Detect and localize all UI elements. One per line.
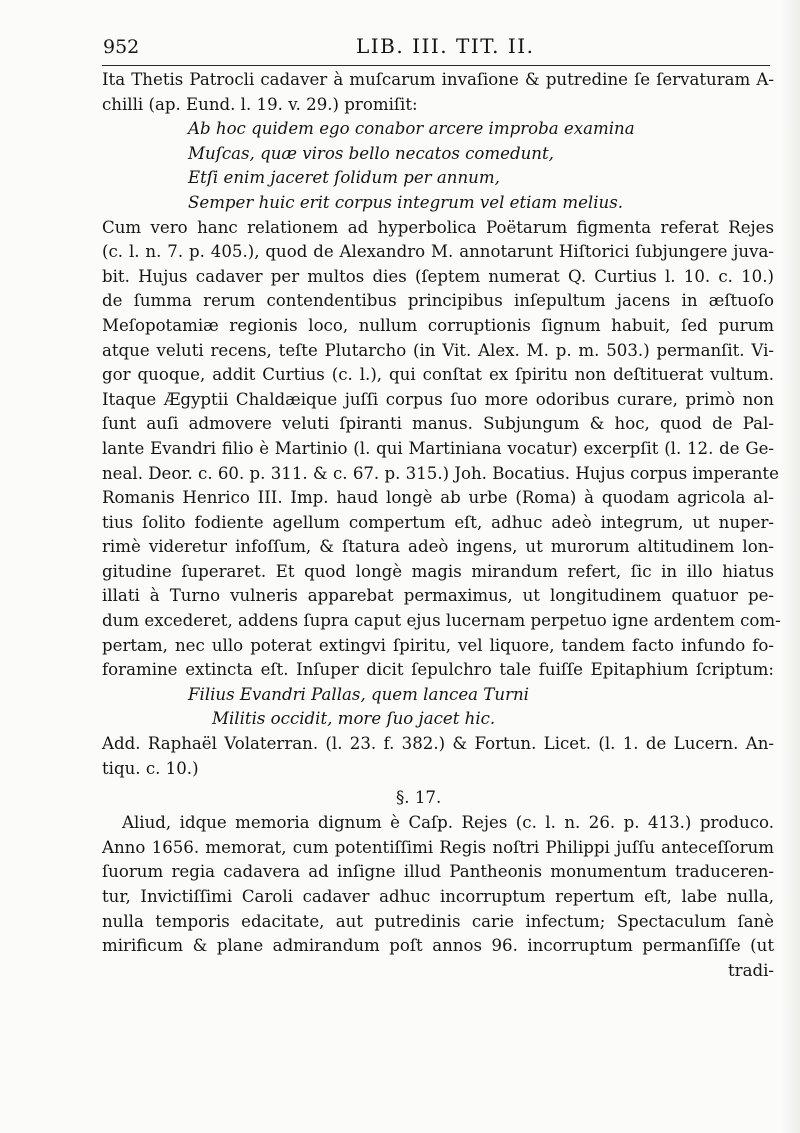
text-line: tius ſolito fodiente agellum compertum eſt, adhuc adeò integrum, ut nuper- [102,512,774,532]
text-line: gitudine ſuperaret. Et quod longè magis mirandum refert, ſic in illo hiatus [102,561,774,581]
text-line: Meſopotamiæ regionis loco, nullum corruptionis ſignum habuit, ſed purum [102,315,774,335]
verse-line: Etſi enim jaceret ſolidum per annum, [188,168,500,188]
body-text [102,68,781,983]
epitaph-line: Filius Evandri Pallas, quem lancea Turni [188,684,529,704]
text-line: illati à Turno vulneris apparebat permaximus, ut longitudinem quatuor pe- [102,586,774,606]
catchword: tradi- [727,960,774,980]
text-line: foramine extincta eſt. Inſuper dicit ſepulchro tale fuiſſe Epitaphium ſcriptum: [102,660,774,680]
text-line: ſunt auſi admovere veluti ſpiranti manus. Subjungum & hoc, quod de Pal- [102,414,774,434]
text-line: Add. Raphaël Volaterran. (l. 23. f. 382.) & Fortun. Licet. (l. 1. de Lucern. An- [102,734,774,754]
text-line: Anno 1656. memorat, cum potentiſſimi Regis noſtri Philippi juſſu anteceſſorum [102,837,774,857]
text-line: ſuorum regia cadavera ad inſigne illud Pantheonis monumentum traduceren- [102,862,774,882]
text-line: bit. Hujus cadaver per multos dies (ſeptem numerat Q. Curtius l. 10. c. 10.) [102,266,774,286]
running-head: LIB. III. TIT. II. [356,34,535,58]
text-line: Itaque Ægyptii Chaldæique juſſi corpus ſuo more odoribus curare, primò non [102,389,774,409]
text-line: neal. Deor. c. 60. p. 311. & c. 67. p. 315.) Joh. Bocatius. Hujus corpus imperante [102,463,779,483]
text-line: pertam, nec ullo poterat extingvi ſpiritu, vel liquore, tandem facto infundo fo- [102,635,774,655]
text-line: Romanis Henrico III. Imp. haud longè ab urbe (Roma) à quodam agricola al- [102,488,774,508]
text-line: rimè videretur infoſſum, & ſtatura adeò ingens, ut murorum altitudinem lon- [102,537,774,557]
verse-line: Ab hoc quidem ego conabor arcere improba examina [188,119,635,139]
text-line: Cum vero hanc relationem ad hyperbolica Poëtarum figmenta referat Rejes [102,217,774,237]
text-line: atque veluti recens, teſte Plutarcho (in Vit. Alex. M. p. m. 503.) permanſit. Vi- [102,340,774,360]
text-line: chilli (ap. Eund. l. 19. v. 29.) promiſit: [102,94,418,114]
text-line: de ſumma rerum contendentibus principibus inſepultum jacens in æſtuoſo [102,291,774,311]
text-line: lante Evandri filio è Martinio (l. qui Martiniana vocatur) excerpſit (l. 12. de Ge- [102,438,774,458]
text-line: nulla temporis edacitate, aut putredinis carie infectum; Spectaculum ſanè [102,911,774,931]
epitaph-line: Militis occidit, more ſuo jacet hic. [212,709,496,729]
page-number: 952 [103,36,140,58]
text-line: tiqu. c. 10.) [102,758,199,778]
text-line: (c. l. n. 7. p. 405.), quod de Alexandro M. annotarunt Hiſtorici ſubjungere juva- [102,242,774,262]
text-line: mirificum & plane admirandum poſt annos 96. incorruptum permanſiſſe (ut [102,936,774,956]
text-line: gor quoque, addit Curtius (c. l.), qui conſtat ex ſpiritu non deſtituerat vultum. [102,365,774,385]
verse-line: Muſcas, quæ viros bello necatos comedunt, [188,143,554,163]
header-rule [102,65,770,66]
text-line: tur, Invictiſſimi Caroli cadaver adhuc incorruptum repertum eſt, labe nulla, [102,887,774,906]
text-line: Aliud, idque memoria dignum è Caſp. Rejes (c. l. n. 26. p. 413.) produco. [122,813,774,833]
page-edge-shadow [782,0,800,1133]
verse-line: Semper huic erit corpus integrum vel etiam melius. [188,192,623,212]
text-line: dum excederet, addens ſupra caput ejus lucernam perpetuo igne ardentem com- [102,611,781,631]
section-heading: §. 17. [396,788,442,808]
text-line: Ita Thetis Patrocli cadaver à muſcarum invaſione & putredine ſe ſervaturam A- [102,70,774,89]
